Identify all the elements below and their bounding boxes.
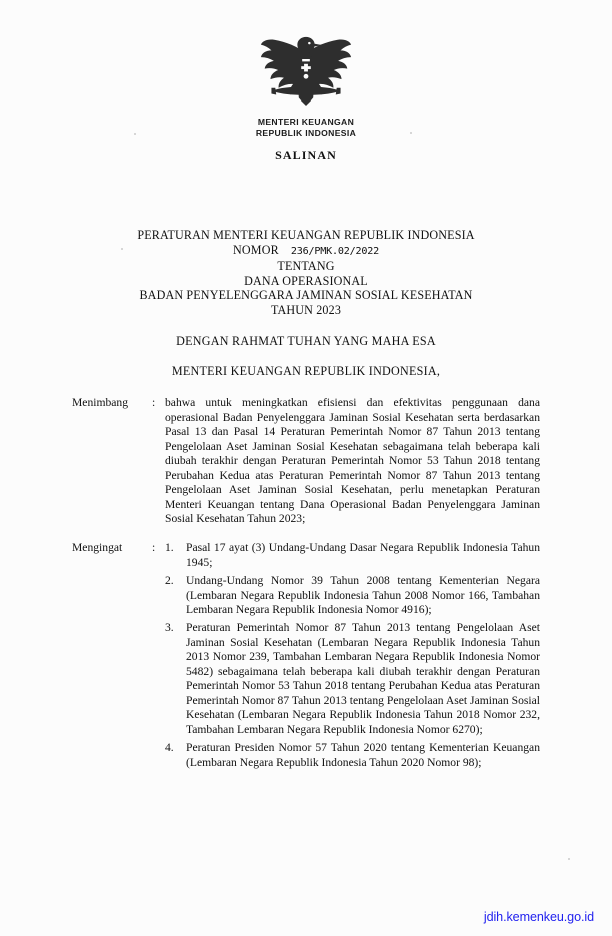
list-item-marker: 2. [165, 574, 174, 588]
clause-menimbang [72, 396, 540, 527]
scan-speckle [568, 858, 570, 860]
ministry-line-2: REPUBLIK INDONESIA [255, 128, 357, 139]
list-item-text: Pasal 17 ayat (3) Undang-Undang Dasar Negara Republik Indonesia Tahun 1945; [186, 541, 540, 569]
list-item [165, 621, 540, 737]
list-item-text: Peraturan Pemerintah Nomor 87 Tahun 2013 tentang Pengelolaan Aset Jaminan Sosial Kesehatan (Lembaran Negara Republik Indonesia Tahun 2013 Nomor 239, Tambahan Lembaran Negara Republik Indonesia Nomor 5482) sebagaimana telah beberapa kali diubah terakhir dengan Peraturan Pemerintah Nomor 53 Tahun 2018 tentang Perubahan Kedua atas Peraturan Pemerintah Nomor 87 Tahun 2013 tentang Pengelolaan Aset Jaminan Sosial Kesehatan (Lembaran Negara Republik Indonesia Tahun 2018 Nomor 232, Tambahan Lembaran Negara Republik Indonesia Nomor 6270); [186, 621, 540, 736]
decree-invocation: DENGAN RAHMAT TUHAN YANG MAHA ESA [176, 333, 436, 348]
list-item-marker: 3. [165, 621, 174, 635]
subject-year: TAHUN 2023 [270, 302, 342, 317]
document-title-block [56, 228, 556, 379]
clause-body-mengingat [165, 541, 540, 770]
copy-stamp: SALINAN [275, 148, 337, 163]
clause-section [72, 396, 540, 770]
masthead [0, 34, 612, 163]
garuda-pancasila-emblem [258, 34, 354, 108]
tentang-label: TENTANG [277, 259, 335, 274]
clause-label-menimbang: Menimbang [72, 396, 129, 409]
clause-body-menimbang [165, 396, 540, 527]
clause-colon: : [152, 541, 156, 555]
list-item-marker: 1. [165, 541, 174, 555]
list-item [165, 741, 540, 770]
regulation-title-line: PERATURAN MENTERI KEUANGAN REPUBLIK INDONESIA [137, 228, 475, 242]
subject-line-2: BADAN PENYELENGGARA JAMINAN SOSIAL KESEHATAN [139, 288, 473, 303]
nomor-value: 236/PMK.02/2022 [290, 245, 379, 257]
list-item [165, 574, 540, 618]
clause-paragraph: bahwa untuk meningkatkan efisiensi dan efektivitas penggunaan dana operasional Badan Penyelenggara Jaminan Sosial Kesehatan serta berdasarkan Pasal 13 dan Pasal 14 Peraturan Pemerintah Nomor 87 Tahun 2013 tentang Pengelolaan Aset Jaminan Sosial Kesehatan sebagaimana telah beberapa kali diubah terakhir dengan Peraturan Pemerintah Nomor 53 Tahun 2018 tentang Perubahan Kedua atas Peraturan Pemerintah Nomor 87 Tahun 2013 tentang Pengelolaan Aset Jaminan Sosial Kesehatan, perlu menetapkan Peraturan Menteri Keuangan tentang Dana Operasional Badan Penyelenggara Jaminan Sosial Kesehatan Tahun 2023; [165, 396, 540, 526]
clause-label-mengingat: Mengingat [72, 541, 123, 555]
regulation-number-row [233, 243, 379, 260]
list-item-text: Undang-Undang Nomor 39 Tahun 2008 tentang Kementerian Negara (Lembaran Negara Republik Indonesia Tahun 2008 Nomor 166, Tambahan Lembaran Negara Republik Indonesia Nomor 4916); [186, 574, 540, 617]
clause-mengingat [72, 541, 540, 770]
jdih-watermark-url[interactable]: jdih.kemenkeu.go.id [483, 910, 594, 924]
list-item-marker: 4. [165, 741, 174, 755]
issuing-authority: MENTERI KEUANGAN REPUBLIK INDONESIA, [171, 364, 441, 379]
subject-line-1: DANA OPERASIONAL [244, 273, 368, 288]
list-item [165, 541, 540, 570]
ministry-name [0, 117, 612, 139]
ministry-line-1: MENTERI KEUANGAN [257, 117, 355, 127]
nomor-label: NOMOR [233, 242, 279, 257]
clause-colon: : [152, 396, 156, 409]
legal-basis-list [165, 541, 540, 770]
list-item-text: Peraturan Presiden Nomor 57 Tahun 2020 tentang Kementerian Keuangan (Lembaran Negara Republik Indonesia Tahun 2020 Nomor 98); [186, 741, 540, 769]
